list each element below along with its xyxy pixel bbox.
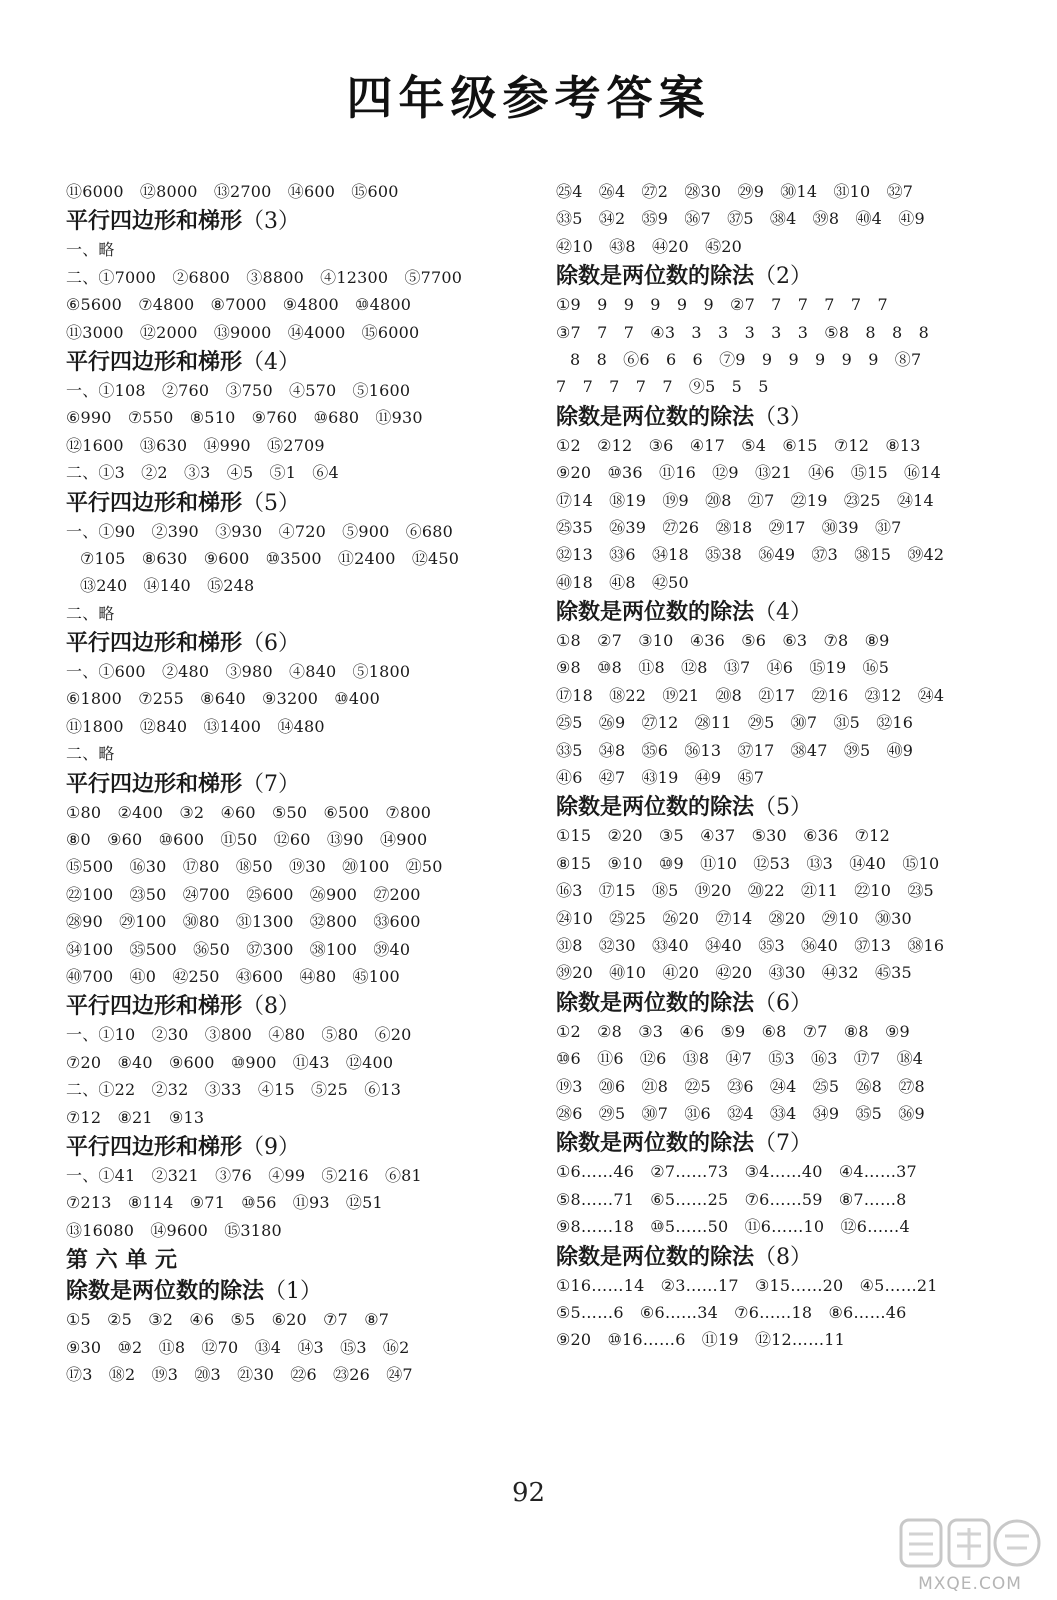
answer-line: 二、①3 ②2 ③3 ④5 ⑤1 ⑥4 <box>66 463 339 483</box>
section-heading <box>556 793 996 822</box>
answer-line: ⑪1800 ⑫840 ⑬1400 ⑭480 <box>66 716 325 736</box>
answer-line: ㉘6 ㉙5 ㉚7 ㉛6 ㉜4 ㉝4 ㉞9 ㉟5 ㊱9 <box>556 1103 925 1123</box>
answer-line: ⑩6 ⑪6 ⑫6 ⑬8 ⑭7 ⑮3 ⑯3 ⑰7 ⑱4 <box>556 1049 924 1069</box>
answer-line: ㉕5 ㉖9 ㉗12 ㉘11 ㉙5 ㉚7 ㉛5 ㉜16 <box>556 713 914 733</box>
section-heading-text: 除数是两位数的除法 <box>556 264 755 290</box>
answer-line: 二、①7000 ②6800 ③8800 ④12300 ⑤7700 <box>66 267 463 287</box>
answer-line: ③7 7 7 ④3 3 3 3 3 3 ⑤8 8 8 8 <box>556 322 929 342</box>
answer-line: ㉝5 ㉞2 ㉟9 ㊱7 ㊲5 ㊳4 ㊴8 ㊵4 ㊶9 <box>556 209 925 229</box>
answer-line: ㉜13 ㉝6 ㉞18 ㉟38 ㊱49 ㊲3 ㊳15 ㊴42 <box>556 545 945 565</box>
answer-section <box>66 1133 526 1244</box>
section-heading-text: 除数是两位数的除法 <box>556 1131 755 1157</box>
section-heading-text: 第 六 单 元 <box>66 1248 177 1274</box>
answer-line: 二、①22 ②32 ③33 ④15 ⑤25 ⑥13 <box>66 1080 402 1100</box>
answer-section <box>556 403 996 596</box>
section-heading <box>556 1129 996 1158</box>
answer-section <box>66 489 526 628</box>
answer-line: ①15 ②20 ③5 ④37 ⑤30 ⑥36 ⑦12 <box>556 826 890 846</box>
answer-line: ㉝5 ㉞8 ㉟6 ㊱13 ㊲17 ㊳47 ㊴5 ㊵9 <box>556 740 914 760</box>
watermark-logo <box>895 1514 1045 1594</box>
section-heading <box>66 629 526 658</box>
answer-line: ⑯3 ⑰15 ⑱5 ⑲20 ⑳22 ㉑11 ㉒10 ㉓5 <box>556 881 934 901</box>
section-heading-text: 除数是两位数的除法 <box>556 600 755 626</box>
right-column <box>556 178 996 1354</box>
answer-section <box>556 178 996 260</box>
section-heading-number: （9） <box>242 1134 301 1160</box>
answer-line: ㊴20 ㊵10 ㊶20 ㊷20 ㊸30 ㊹32 ㊺35 <box>556 963 912 983</box>
answer-section <box>66 207 526 346</box>
answer-line: ⑨30 ⑩2 ⑪8 ⑫70 ⑬4 ⑭3 ⑮3 ⑯2 <box>66 1337 410 1357</box>
section-heading-text: 除数是两位数的除法 <box>556 795 755 821</box>
section-heading-number: （2） <box>754 264 813 290</box>
section-heading <box>556 989 996 1018</box>
section-heading-number: （4） <box>754 600 813 626</box>
answer-line: ①80 ②400 ③2 ④60 ⑤50 ⑥500 ⑦800 <box>66 802 432 822</box>
section-heading-number: （4） <box>242 349 301 375</box>
answer-line: ⑦20 ⑧40 ⑨600 ⑩900 ⑪43 ⑫400 <box>66 1052 394 1072</box>
answer-line: ㉘90 ㉙100 ㉚80 ㉛1300 ㉜800 ㉝600 <box>66 912 421 932</box>
left-column <box>66 178 526 1388</box>
answer-line: ㊶6 ㊷7 ㊸19 ㊹9 ㊺7 <box>556 768 765 788</box>
section-heading <box>66 489 526 518</box>
section-heading-text: 平行四边形和梯形 <box>66 349 243 375</box>
answer-line: ①6……46 ②7……73 ③4……40 ④4……37 <box>556 1162 917 1182</box>
section-heading-text: 除数是两位数的除法 <box>66 1279 265 1305</box>
page-title: 四年级参考答案 <box>346 71 711 125</box>
watermark-text: MXQE.COM <box>918 1574 1022 1594</box>
section-heading-number: （5） <box>754 795 813 821</box>
answer-line: ㉒100 ㉓50 ㉔700 ㉕600 ㉖900 ㉗200 <box>66 884 421 904</box>
answer-line: ①16……14 ②3……17 ③15……20 ④5……21 <box>556 1275 938 1295</box>
answer-line: ㉔10 ㉕25 ㉖20 ㉗14 ㉘20 ㉙10 ㉚30 <box>556 908 912 928</box>
answer-line: 二、略 <box>66 603 115 623</box>
answer-line: ㊷10 ㊸8 ㊹20 ㊺20 <box>556 236 743 256</box>
answer-line: ⑥5600 ⑦4800 ⑧7000 ⑨4800 ⑩4800 <box>66 295 412 315</box>
answer-line: ①2 ②12 ③6 ④17 ⑤4 ⑥15 ⑦12 ⑧13 <box>556 435 921 455</box>
answer-line: ⑧15 ⑨10 ⑩9 ⑪10 ⑫53 ⑬3 ⑭40 ⑮10 <box>556 853 940 873</box>
section-heading-text: 除数是两位数的除法 <box>556 1244 755 1270</box>
answer-line: ⑰18 ⑱22 ⑲21 ⑳8 ㉑17 ㉒16 ㉓12 ㉔4 <box>556 685 945 705</box>
answer-line: ⑦213 ⑧114 ⑨71 ⑩56 ⑪93 ⑫51 <box>66 1193 383 1213</box>
answer-section <box>66 1277 526 1388</box>
answer-line: ⑪3000 ⑫2000 ⑬9000 ⑭4000 ⑮6000 <box>66 322 420 342</box>
answer-line: ㉕4 ㉖4 ㉗2 ㉘30 ㉙9 ㉚14 ㉛10 ㉜7 <box>556 182 914 201</box>
answer-section <box>556 1243 996 1354</box>
answer-line: ⑦12 ⑧21 ⑨13 <box>66 1107 205 1127</box>
section-heading <box>66 992 526 1021</box>
section-heading-text: 平行四边形和梯形 <box>66 771 243 797</box>
answer-line: 一、①600 ②480 ③980 ④840 ⑤1800 <box>66 662 411 682</box>
answer-section <box>66 178 526 205</box>
section-heading <box>556 598 996 627</box>
answer-line: ⑨8 ⑩8 ⑪8 ⑫8 ⑬7 ⑭6 ⑮19 ⑯5 <box>556 658 890 678</box>
answer-section <box>556 989 996 1128</box>
answer-line: ⑰3 ⑱2 ⑲3 ⑳3 ㉑30 ㉒6 ㉓26 ㉔7 <box>66 1364 413 1384</box>
answer-section <box>556 598 996 791</box>
section-heading <box>556 403 996 432</box>
section-heading-number: （7） <box>242 771 301 797</box>
section-heading-text: 平行四边形和梯形 <box>66 490 243 516</box>
answer-line: ㉛8 ㉜30 ㉝40 ㉞40 ㉟3 ㊱40 ㊲13 ㊳16 <box>556 935 945 955</box>
section-heading-text: 平行四边形和梯形 <box>66 1134 243 1160</box>
section-heading-number: （3） <box>754 404 813 430</box>
section-heading-text: 除数是两位数的除法 <box>556 404 755 430</box>
answer-line: ⑫1600 ⑬630 ⑭990 ⑮2709 <box>66 435 325 455</box>
answer-line: ㊵700 ㊶0 ㊷250 ㊸600 ㊹80 ㊺100 <box>66 966 400 986</box>
answer-line: 一、①90 ②390 ③930 ④720 ⑤900 ⑥680 <box>66 521 454 541</box>
answer-line: ⑰14 ⑱19 ⑲9 ⑳8 ㉑7 ㉒19 ㉓25 ㉔14 <box>556 490 934 510</box>
section-heading <box>66 348 526 377</box>
answer-section <box>66 629 526 768</box>
answer-line: ①2 ②8 ③3 ④6 ⑤9 ⑥8 ⑦7 ⑧8 ⑨9 <box>556 1021 910 1041</box>
answer-line: 8 8 ⑥6 6 6 ⑦9 9 9 9 9 9 ⑧7 <box>570 349 922 369</box>
answer-line: ①9 9 9 9 9 9 ②7 7 7 7 7 7 <box>556 295 888 315</box>
answer-line: ⑧0 ⑨60 ⑩600 ⑪50 ⑫60 ⑬90 ⑭900 <box>66 830 428 850</box>
section-heading <box>556 262 996 291</box>
answer-line: 二、略 <box>66 744 115 764</box>
answer-line: ⑥1800 ⑦255 ⑧640 ⑨3200 ⑩400 <box>66 689 380 709</box>
answer-line: ⑨20 ⑩16……6 ⑪19 ⑫12……11 <box>556 1330 846 1350</box>
answer-line: 一、①10 ②30 ③800 ④80 ⑤80 ⑥20 <box>66 1025 412 1045</box>
answer-line: 7 7 7 7 7 ⑨5 5 5 <box>556 377 769 397</box>
answer-section <box>556 262 996 401</box>
section-heading-number: （8） <box>242 994 301 1020</box>
section-heading <box>556 1243 996 1272</box>
answer-line: ⑬240 ⑭140 ⑮248 <box>80 576 255 596</box>
section-heading <box>66 1133 526 1162</box>
answer-line: ⑤8……71 ⑥5……25 ⑦6……59 ⑧7……8 <box>556 1189 907 1209</box>
section-heading <box>66 1246 526 1275</box>
section-heading-text: 平行四边形和梯形 <box>66 631 243 657</box>
answer-section <box>66 1246 526 1275</box>
answer-line: ㉞100 ㉟500 ㊱50 ㊲300 ㊳100 ㊴40 <box>66 939 411 959</box>
answer-line: ⑨8……18 ⑩5……50 ⑪6……10 ⑫6……4 <box>556 1217 910 1237</box>
answer-line: ⑮500 ⑯30 ⑰80 ⑱50 ⑲30 ⑳100 ㉑50 <box>66 857 443 877</box>
section-heading-number: （8） <box>754 1244 813 1270</box>
answer-line: 一、①41 ②321 ③76 ④99 ⑤216 ⑥81 <box>66 1165 422 1185</box>
section-heading-text: 平行四边形和梯形 <box>66 209 243 235</box>
section-heading-number: （6） <box>754 990 813 1016</box>
answer-section <box>66 992 526 1131</box>
answer-line: ①5 ②5 ③2 ④6 ⑤5 ⑥20 ⑦7 ⑧7 <box>66 1310 390 1330</box>
answer-line: ㉕35 ㉖39 ㉗26 ㉘18 ㉙17 ㉚39 ㉛7 <box>556 517 902 537</box>
section-heading-text: 除数是两位数的除法 <box>556 990 755 1016</box>
answer-line: ⑪6000 ⑫8000 ⑬2700 ⑭600 ⑮600 <box>66 182 399 201</box>
answer-line: ①8 ②7 ③10 ④36 ⑤6 ⑥3 ⑦8 ⑧9 <box>556 631 890 651</box>
answer-line: ⑨20 ⑩36 ⑪16 ⑫9 ⑬21 ⑭6 ⑮15 ⑯14 <box>556 463 942 483</box>
answer-line: ⑦105 ⑧630 ⑨600 ⑩3500 ⑪2400 ⑫450 <box>80 548 460 568</box>
section-heading-number: （5） <box>242 490 301 516</box>
answer-line: ㊵18 ㊶8 ㊷50 <box>556 572 689 592</box>
section-heading-text: 平行四边形和梯形 <box>66 994 243 1020</box>
answer-section <box>66 770 526 991</box>
section-heading-number: （6） <box>242 631 301 657</box>
answer-line: ⑤5……6 ⑥6……34 ⑦6……18 ⑧6……46 <box>556 1302 907 1322</box>
answer-line: 一、略 <box>66 240 115 260</box>
section-heading <box>66 207 526 236</box>
answer-line: ⑲3 ⑳6 ㉑8 ㉒5 ㉓6 ㉔4 ㉕5 ㉖8 ㉗8 <box>556 1076 925 1096</box>
section-heading-number: （3） <box>242 209 301 235</box>
answer-line: 一、①108 ②760 ③750 ④570 ⑤1600 <box>66 380 411 400</box>
watermark-logo-icon <box>895 1514 1045 1576</box>
answer-section <box>66 348 526 487</box>
answer-line: ⑥990 ⑦550 ⑧510 ⑨760 ⑩680 ⑪930 <box>66 408 423 428</box>
section-heading-number: （1） <box>264 1279 323 1305</box>
answer-section <box>556 1129 996 1240</box>
page-number: 92 <box>511 1478 546 1508</box>
answer-section <box>556 793 996 986</box>
section-heading <box>66 1277 526 1306</box>
section-heading-number: （7） <box>754 1131 813 1157</box>
section-heading <box>66 770 526 799</box>
answer-line: ⑬16080 ⑭9600 ⑮3180 <box>66 1220 282 1240</box>
